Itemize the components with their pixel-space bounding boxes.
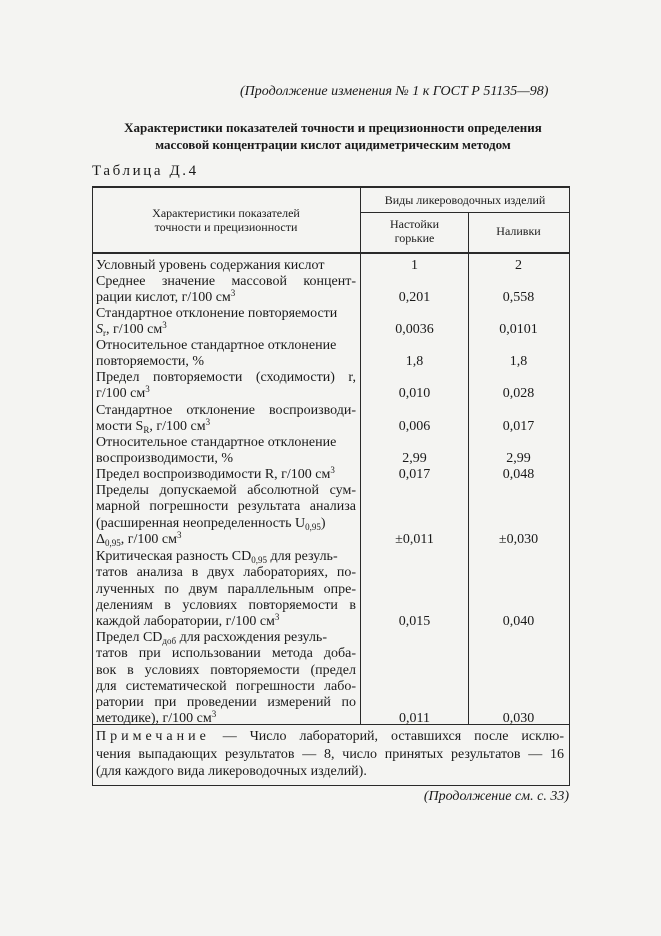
table-row	[96, 306, 356, 339]
row-text: лученных по двум параллельным опре-	[96, 581, 356, 597]
table-border-left	[92, 186, 93, 786]
column-divider-1	[360, 186, 361, 724]
row-text: Пределы допускаемой абсолютной сум-	[96, 483, 356, 498]
continuation-footer: (Продолжение см. с. 33)	[423, 789, 569, 804]
header-characteristics-line-2: точности и прецизионности	[154, 220, 298, 234]
table-note	[96, 728, 564, 781]
header-characteristics	[102, 206, 350, 234]
header-bitter-line-1: Настойки	[389, 217, 440, 231]
value-fruit: 0,0101	[499, 322, 538, 337]
table-label: Таблица Д.4	[92, 163, 199, 179]
table-row	[96, 338, 356, 371]
value-fruit: 0,040	[502, 614, 535, 629]
table-row	[96, 630, 356, 728]
table-row	[96, 549, 356, 630]
row-text: методике), г/100 $см^3$	[96, 709, 217, 727]
value-fruit: 1,8	[509, 354, 528, 369]
row-text: Предел повторяемости (сходимости) r,	[96, 370, 356, 385]
row-text: каждой лаборатории, г/100 $см^3$	[96, 612, 280, 630]
value-fruit: ±0,030	[498, 532, 539, 547]
note-lead: Примечание	[96, 729, 210, 744]
row-text: делениям в условиях повторяемости в	[96, 597, 356, 613]
row-text: $S_r$, г/100 $см^3$	[96, 320, 167, 339]
value-bitter: 0,006	[398, 419, 431, 434]
table-row	[96, 370, 356, 403]
row-text: Среднее значение массовой концент-	[96, 274, 356, 289]
document-heading	[95, 119, 571, 153]
row-text: (расширенная неопределенность $U_{0,95}$)	[96, 515, 326, 532]
table-row	[96, 403, 356, 436]
value-fruit: 2,99	[506, 451, 531, 466]
table-border-right	[569, 186, 570, 786]
note-line-1	[96, 728, 564, 746]
value-fruit: 0,558	[502, 290, 535, 305]
row-text: марной погрешности результата анализа	[96, 499, 356, 515]
continuation-header: (Продолжение изменения № 1 к ГОСТ Р 51135—98)	[240, 84, 549, 99]
value-bitter: ±0,011	[395, 532, 434, 547]
row-text: Относительное стандартное отклонение	[96, 435, 337, 450]
heading-line-1: Характеристики показателей точности и прецизионности определения	[124, 120, 542, 135]
row-text: татов при использовании метода доба-	[96, 646, 356, 662]
row-text: Критическая разность $CD_{0,95}$ для резуль-	[96, 549, 338, 565]
value-bitter: 0,015	[398, 614, 431, 629]
heading-line-2: массовой концентрации кислот ацидиметрическим методом	[155, 137, 511, 152]
value-fruit: 0,048	[502, 467, 535, 482]
row-text: Стандартное отклонение воспроизводи-	[96, 403, 356, 418]
value-bitter: 0,201	[398, 290, 431, 305]
row-text: для систематической погрешности лабо-	[96, 678, 356, 694]
row-text: Относительное стандартное отклонение	[96, 338, 337, 353]
row-text: ратории при проведении измерений по	[96, 695, 356, 711]
note-line-3: (для каждого вида ликероводочных изделий).	[96, 764, 367, 779]
note-line-1-text: — Число лабораторий, оставшихся после исклю-	[209, 729, 564, 744]
table-border-bottom	[92, 785, 570, 786]
row-text: вок в условиях повторяемости (предел	[96, 662, 356, 678]
header-characteristics-line-1: Характеристики показателей	[152, 206, 300, 220]
header-fruit-liqueurs: Наливки	[496, 224, 541, 238]
row-text: Предел $CD_{доб}$ для расхождения резуль-	[96, 630, 327, 646]
table-row	[96, 435, 356, 468]
row-text: Стандартное отклонение повторяемости	[96, 306, 338, 321]
characteristics-table	[92, 186, 570, 786]
table-row	[96, 467, 356, 483]
row-text: рации кислот, г/100 $см^3$	[96, 288, 236, 306]
row-text: г/100 $см^3$	[96, 384, 150, 402]
value-bitter: 0,0036	[395, 322, 434, 337]
header-bitter-liqueurs	[362, 217, 467, 245]
value-bitter: 0,017	[398, 467, 431, 482]
value-bitter: 0,011	[399, 711, 430, 726]
value-bitter: 1	[411, 258, 418, 273]
table-row	[96, 274, 356, 307]
value-fruit: 0,030	[502, 711, 535, 726]
value-bitter: 0,010	[398, 386, 431, 401]
group-header-underline	[360, 212, 570, 213]
header-product-types: Виды ликероводочных изделий	[384, 193, 546, 207]
row-text: $\Delta_{0,95}$, г/100 $см^3$	[96, 529, 182, 548]
table-row	[96, 483, 356, 548]
row-text: воспроизводимости, %	[96, 451, 234, 467]
row-text: Предел воспроизводимости R, г/100 $см^3$	[96, 465, 335, 482]
row-text: мости $S_R$, г/100 $см^3$	[96, 417, 211, 436]
value-fruit: 0,028	[502, 386, 535, 401]
value-fruit: 2	[515, 258, 522, 273]
row-text: татов анализа в двух лабораториях, по-	[96, 565, 356, 581]
value-bitter: 1,8	[405, 354, 424, 369]
header-bitter-line-2: горькие	[394, 231, 435, 245]
row-text: повторяемости, %	[96, 354, 205, 370]
value-bitter: 2,99	[402, 451, 427, 466]
note-line-2: чения выпадающих результатов — 8, число принятых результатов — 16	[96, 746, 564, 762]
table-border-top	[92, 186, 570, 188]
table-row	[96, 258, 356, 274]
header-bottom-line	[92, 252, 570, 254]
value-fruit: 0,017	[502, 419, 535, 434]
row-text: Условный уровень содержания кислот	[96, 258, 325, 273]
